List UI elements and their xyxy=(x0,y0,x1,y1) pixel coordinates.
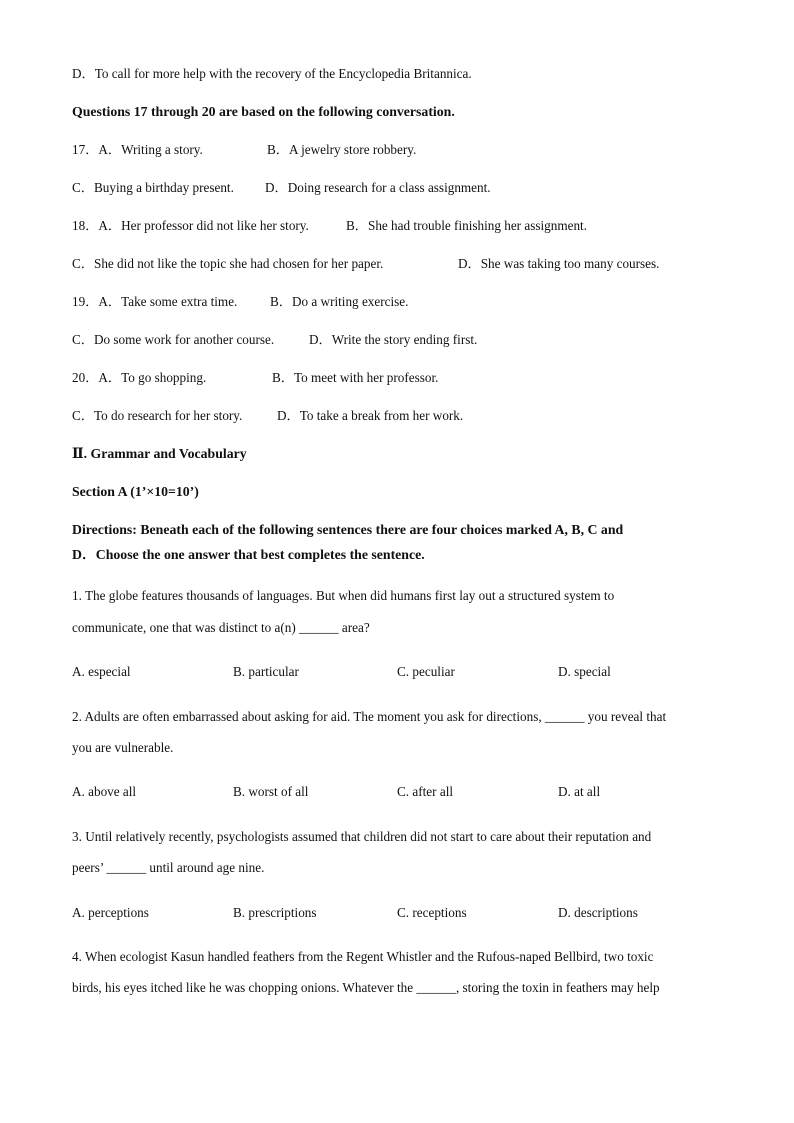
section-a-title: Section A (1’×10=10’) xyxy=(72,484,199,499)
q1-option-a: A. especial xyxy=(72,664,131,679)
q17-option-d: D．Doing research for a class assignment. xyxy=(265,180,491,195)
q19-option-a: 19．A．Take some extra time. xyxy=(72,294,238,309)
q2-stem-line-2: you are vulnerable. xyxy=(72,740,174,755)
q17-option-c: C．Buying a birthday present. xyxy=(72,180,234,195)
q19-option-b: B．Do a writing exercise. xyxy=(270,294,409,309)
q20-option-c: C．To do research for her story. xyxy=(72,408,243,423)
q17-option-b: B．A jewelry store robbery. xyxy=(267,142,417,157)
q18-option-c: C．She did not like the topic she had chosen for her paper. xyxy=(72,256,384,271)
q3-option-b: B. prescriptions xyxy=(233,905,317,920)
q20-option-a: 20．A．To go shopping. xyxy=(72,370,207,385)
q3-option-d: D. descriptions xyxy=(558,905,638,920)
q17-option-a: 17．A．Writing a story. xyxy=(72,142,203,157)
q2-stem-line-1: 2. Adults are often embarrassed about asking for aid. The moment you ask for directions, ______ you reveal that xyxy=(72,709,667,724)
q3-option-a: A. perceptions xyxy=(72,905,149,920)
q1-stem-line-2: communicate, one that was distinct to a(n) ______ area? xyxy=(72,620,370,635)
q16-option-d: D．To call for more help with the recovery of the Encyclopedia Britannica. xyxy=(72,66,472,81)
q4-stem-line-1: 4. When ecologist Kasun handled feathers from the Regent Whistler and the Rufous-naped Bellbird, two toxic xyxy=(72,949,654,964)
q20-option-d: D．To take a break from her work. xyxy=(277,408,464,423)
q18-option-a: 18．A．Her professor did not like her story. xyxy=(72,218,309,233)
q20-option-b: B．To meet with her professor. xyxy=(272,370,439,385)
q1-option-c: C. peculiar xyxy=(397,664,455,679)
listening-section-header: Questions 17 through 20 are based on the following conversation. xyxy=(72,104,455,119)
directions-line-2: D．Choose the one answer that best completes the sentence. xyxy=(72,547,425,562)
q18-option-b: B．She had trouble finishing her assignment. xyxy=(346,218,588,233)
q3-option-c: C. receptions xyxy=(397,905,467,920)
q2-option-c: C. after all xyxy=(397,784,454,799)
q4-stem-line-2: birds, his eyes itched like he was chopping onions. Whatever the ______, storing the toxin in feathers may help xyxy=(72,980,660,995)
q1-option-d: D. special xyxy=(558,664,611,679)
q2-option-a: A. above all xyxy=(72,784,137,799)
grammar-part-title: Ⅱ. Grammar and Vocabulary xyxy=(72,446,247,461)
q1-option-b: B. particular xyxy=(233,664,299,679)
q3-stem-line-1: 3. Until relatively recently, psychologists assumed that children did not start to care about their reputation and xyxy=(72,829,652,844)
q19-option-d: D．Write the story ending first. xyxy=(309,332,478,347)
q2-option-d: D. at all xyxy=(558,784,601,799)
q3-stem-line-2: peers’ ______ until around age nine. xyxy=(72,860,265,875)
q1-stem-line-1: 1. The globe features thousands of languages. But when did humans first lay out a structured system to xyxy=(72,588,615,603)
q18-option-d: D．She was taking too many courses. xyxy=(458,256,660,271)
directions-line-1: Directions: Beneath each of the following sentences there are four choices marked A, B, C and xyxy=(72,522,624,537)
q19-option-c: C．Do some work for another course. xyxy=(72,332,275,347)
q2-option-b: B. worst of all xyxy=(233,784,309,799)
